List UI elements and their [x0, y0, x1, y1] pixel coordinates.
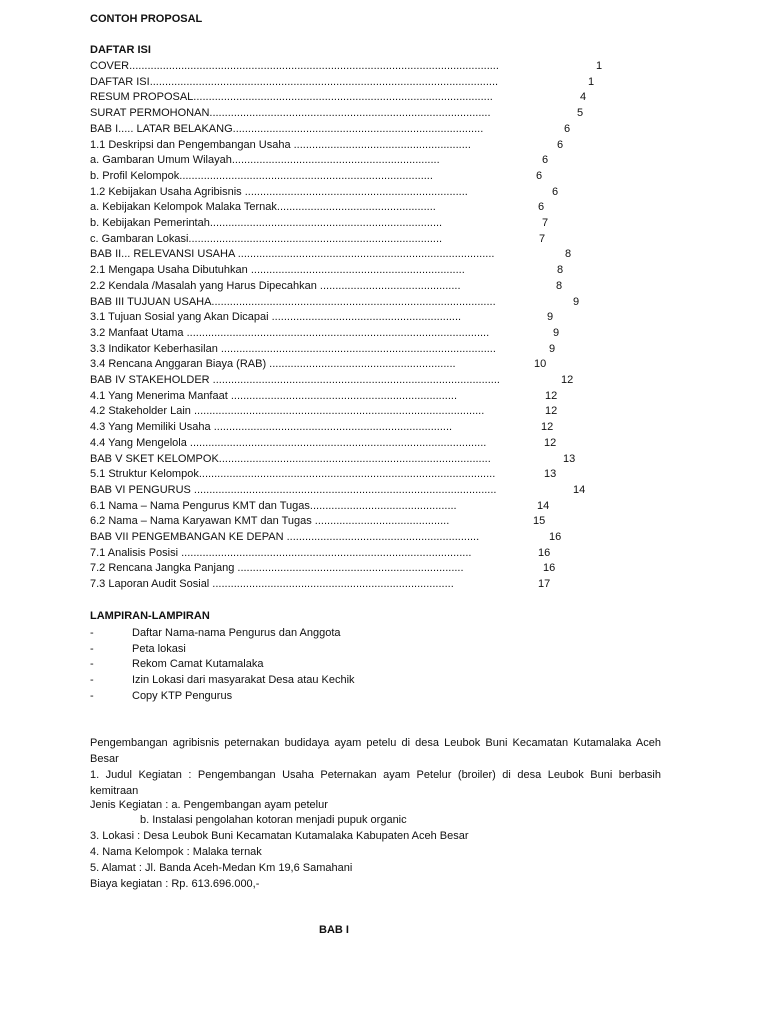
toc-page-number: 8: [565, 248, 572, 261]
toc-page-number: 17: [538, 578, 551, 591]
toc-page-number: 6: [536, 169, 543, 182]
toc-entry: a. Gambaran Umum Wilayah....................................................................: [90, 154, 440, 167]
toc-entry: 1.2 Kebijakan Usaha Agribisnis .........................................................................: [90, 185, 468, 198]
toc-entry: BAB V SKET KELOMPOK.........................................................................................: [90, 452, 491, 465]
lampiran-item: Rekom Camat Kutamalaka: [132, 658, 264, 671]
lampiran-dash: -: [90, 642, 94, 655]
toc-entry: BAB VI PENGURUS ...................................................................................................: [90, 483, 497, 496]
toc-entry: 2.1 Mengapa Usaha Dibutuhkan ......................................................................: [90, 264, 465, 277]
toc-entry: BAB II... RELEVANSI USAHA ....................................................................................: [90, 248, 495, 261]
toc-page-number: 10: [534, 358, 547, 371]
toc-entry: 3.2 Manfaat Utama ...................................................................................................: [90, 326, 490, 339]
toc-page-number: 16: [543, 562, 556, 575]
lokasi-line: 3. Lokasi : Desa Leubok Buni Kecamatan Kutamalaka Kabupaten Aceh Besar: [90, 830, 469, 842]
toc-page-number: 4: [580, 91, 587, 104]
judul-kegiatan: 1. Judul Kegiatan : Pengembangan Usaha Peternakan ayam Petelur (broiler) di desa Leubok Buni berbasih kemitraan: [90, 769, 661, 797]
toc-entry: 2.2 Kendala /Masalah yang Harus Dipecahkan ..............................................: [90, 279, 461, 292]
toc-page-number: 12: [561, 374, 574, 386]
toc-heading: DAFTAR ISI: [90, 44, 151, 56]
toc-entry: SURAT PERMOHONAN............................................................................................: [90, 107, 491, 120]
toc-entry: 4.1 Yang Menerima Manfaat ..........................................................................: [90, 389, 457, 402]
bab-heading: BAB I: [319, 924, 349, 936]
toc-entry: 3.3 Indikator Keberhasilan ..........................................................................................: [90, 342, 496, 355]
toc-entry: 7.1 Analisis Posisi ...............................................................................................: [90, 546, 472, 559]
toc-page-number: 12: [541, 421, 554, 434]
toc-page-number: 14: [573, 483, 586, 496]
lampiran-heading: LAMPIRAN-LAMPIRAN: [90, 610, 210, 622]
toc-page-number: 6: [552, 185, 559, 198]
nama-kelompok-line: 4. Nama Kelompok : Malaka ternak: [90, 846, 262, 858]
toc-page-number: 14: [537, 499, 550, 512]
toc-page-number: 16: [538, 546, 551, 559]
toc-entry: 4.4 Yang Mengelola .................................................................................................: [90, 436, 487, 449]
toc-page-number: 6: [564, 122, 571, 135]
toc-entry: 4.2 Stakeholder Lain ...............................................................................................: [90, 405, 485, 418]
toc-entry: BAB VII PENGEMBANGAN KE DEPAN ...............................................................: [90, 531, 480, 543]
toc-entry: BAB I..... LATAR BELAKANG..................................................................................: [90, 122, 484, 135]
toc-entry: 6.1 Nama – Nama Pengurus KMT dan Tugas................................................: [90, 499, 457, 512]
toc-entry: 7.2 Rencana Jangka Panjang ..........................................................................: [90, 562, 464, 575]
toc-page-number: 9: [573, 295, 580, 308]
lampiran-dash: -: [90, 689, 94, 702]
toc-entry: 3.1 Tujuan Sosial yang Akan Dicapai ..............................................................: [90, 311, 462, 324]
lampiran-item: Izin Lokasi dari masyarakat Desa atau Kechik: [132, 674, 355, 687]
toc-page-number: 9: [547, 311, 554, 324]
toc-entry: 1.1 Deskripsi dan Pengembangan Usaha ..........................................................: [90, 138, 471, 151]
toc-entry: 7.3 Laporan Audit Sosial ...............................................................................: [90, 578, 454, 591]
toc-page-number: 16: [549, 531, 562, 543]
document-title: CONTOH PROPOSAL: [90, 13, 203, 25]
toc-page-number: 13: [544, 468, 557, 481]
lampiran-item: Peta lokasi: [132, 642, 186, 655]
toc-page-number: 9: [553, 326, 560, 339]
toc-entry: RESUM PROPOSAL..................................................................................................: [90, 91, 493, 104]
toc-page-number: 7: [542, 217, 549, 229]
toc-page-number: 15: [533, 515, 546, 528]
toc-entry: c. Gambaran Lokasi...................................................................................: [90, 232, 443, 245]
toc-page-number: 1: [588, 75, 595, 88]
jenis-kegiatan-b: b. Instalasi pengolahan kotoran menjadi pupuk organic: [140, 814, 407, 826]
toc-entry: COVER.........................................................................................................................: [90, 60, 499, 72]
toc-page-number: 1: [596, 60, 603, 72]
toc-page-number: 12: [545, 389, 558, 402]
toc-page-number: 8: [557, 264, 564, 277]
intro-paragraph: Pengembangan agribisnis peternakan budidaya ayam petelu di desa Leubok Buni Kecamatan Kutamalaka Aceh Besar: [90, 737, 661, 765]
toc-page-number: 6: [542, 154, 549, 167]
toc-page-number: 7: [539, 232, 546, 245]
lampiran-item: Daftar Nama-nama Pengurus dan Anggota: [132, 627, 341, 639]
toc-entry: b. Profil Kelompok...................................................................................: [90, 169, 433, 182]
toc-entry: a. Kebijakan Kelompok Malaka Ternak....................................................: [90, 201, 436, 214]
toc-entry: BAB III TUJUAN USAHA.............................................................................................: [90, 295, 496, 308]
toc-entry: b. Kebijakan Pemerintah............................................................................: [90, 217, 443, 229]
toc-entry: BAB IV STAKEHOLDER ..............................................................................................: [90, 374, 500, 386]
biaya-line: Biaya kegiatan : Rp. 613.696.000,-: [90, 878, 260, 890]
jenis-kegiatan: Jenis Kegiatan : a. Pengembangan ayam petelur: [90, 799, 328, 811]
toc-entry: 4.3 Yang Memiliki Usaha ..............................................................................: [90, 421, 453, 434]
toc-page-number: 6: [538, 201, 545, 214]
toc-page-number: 8: [556, 279, 563, 292]
lampiran-dash: -: [90, 658, 94, 671]
toc-page-number: 12: [545, 405, 558, 418]
toc-page-number: 6: [557, 138, 564, 151]
toc-page-number: 9: [549, 342, 556, 355]
toc-entry: 6.2 Nama – Nama Karyawan KMT dan Tugas ............................................: [90, 515, 450, 528]
toc-page-number: 5: [577, 107, 584, 120]
lampiran-dash: -: [90, 627, 94, 639]
lampiran-item: Copy KTP Pengurus: [132, 689, 233, 702]
toc-page-number: 12: [544, 436, 557, 449]
lampiran-dash: -: [90, 674, 94, 687]
toc-page-number: 13: [563, 452, 576, 465]
toc-entry: 5.1 Struktur Kelompok.................................................................................................: [90, 468, 496, 481]
toc-entry: DAFTAR ISI..................................................................................................................: [90, 75, 499, 88]
alamat-line: 5. Alamat : Jl. Banda Aceh-Medan Km 19,6 Samahani: [90, 862, 353, 874]
toc-entry: 3.4 Rencana Anggaran Biaya (RAB) .............................................................: [90, 358, 456, 371]
